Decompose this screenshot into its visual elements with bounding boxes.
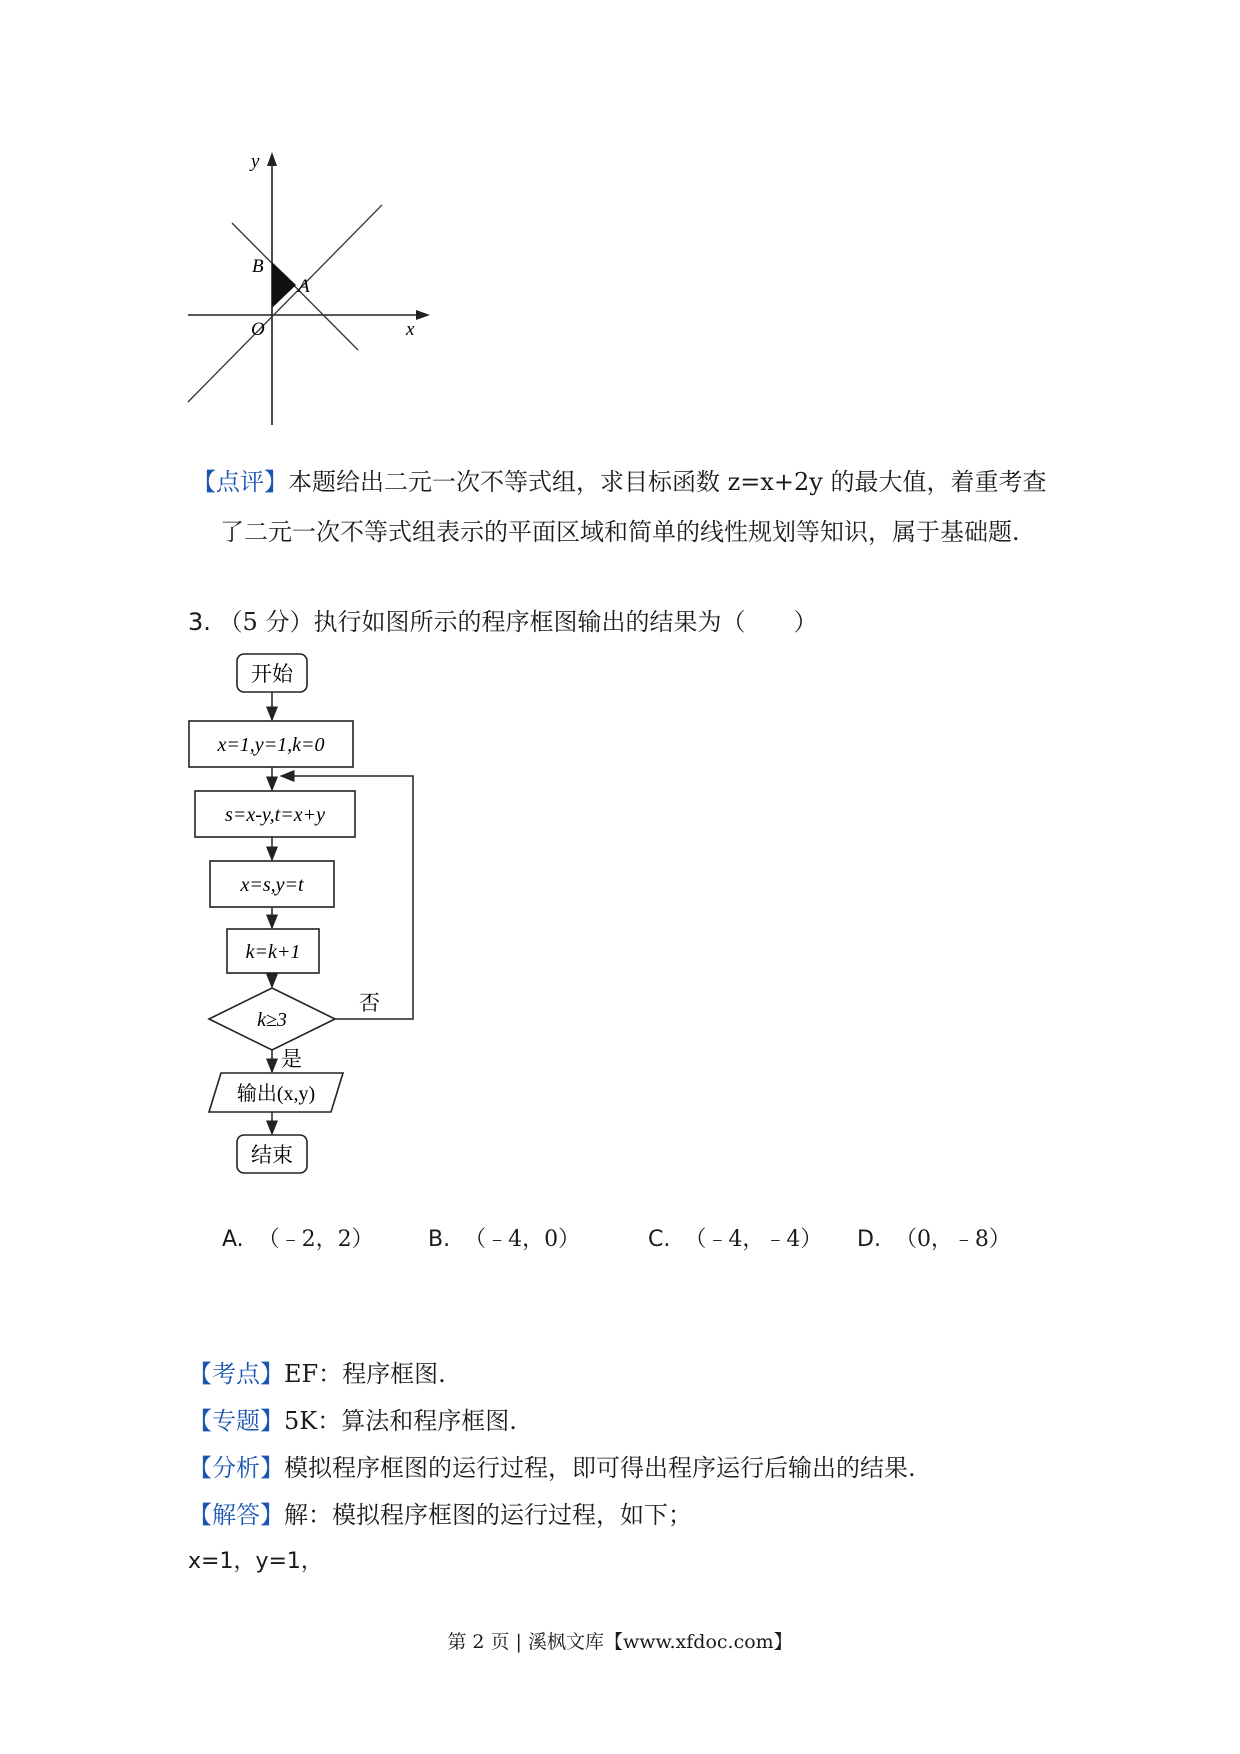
- question-score: （5 分）: [218, 608, 314, 636]
- y-axis-arrow-icon: [267, 152, 277, 166]
- origin-label: O: [251, 319, 265, 340]
- step2-label: x=s,y=t: [240, 874, 304, 896]
- jieda-text: 解：模拟程序框图的运行过程，如下；: [284, 1501, 692, 1529]
- option-a-letter: A.: [222, 1227, 244, 1252]
- option-c-text: （﹣4，﹣4）: [684, 1227, 823, 1252]
- option-a: [222, 1222, 374, 1253]
- comment-tag: 【点评】: [192, 468, 288, 496]
- option-c: [648, 1222, 822, 1253]
- option-c-letter: C.: [648, 1227, 671, 1252]
- yes-label: 是: [281, 1047, 302, 1071]
- fenxi-line: [188, 1451, 916, 1485]
- zhuanti-line: [188, 1404, 517, 1438]
- question-line: [188, 605, 817, 639]
- question-text: 执行如图所示的程序框图输出的结果为（ ）: [313, 608, 818, 636]
- jieda-line: [188, 1498, 692, 1532]
- question-number: 3.: [188, 608, 211, 636]
- kaodian-text: EF：程序框图.: [284, 1360, 446, 1388]
- option-a-text: （﹣2，2）: [257, 1227, 374, 1252]
- fenxi-text: 模拟程序框图的运行过程，即可得出程序运行后输出的结果.: [284, 1454, 916, 1482]
- start-label: 开始: [251, 662, 293, 686]
- x-axis-label: x: [406, 319, 415, 340]
- step1-label: s=x-y,t=x+y: [225, 804, 325, 826]
- condition-label: k≥3: [257, 1009, 287, 1031]
- option-b-letter: B.: [428, 1227, 451, 1252]
- zhuanti-tag: 【专题】: [188, 1407, 284, 1435]
- comment-text-1: 本题给出二元一次不等式组，求目标函数 z=x+2y 的最大值，着重考查: [288, 468, 1047, 496]
- feasible-region-graph: [180, 150, 440, 430]
- option-d: [857, 1222, 1011, 1253]
- feasible-region: [272, 262, 296, 308]
- init-label: x=1,y=1,k=0: [217, 734, 325, 756]
- flowchart: [185, 650, 445, 1190]
- zhuanti-text: 5K：算法和程序框图.: [284, 1407, 517, 1435]
- comment-line-2: 了二元一次不等式组表示的平面区域和简单的线性规划等知识，属于基础题.: [220, 518, 1020, 546]
- page-footer: 第 2 页 | 溪枫文库【www.xfdoc.com】: [447, 1631, 793, 1653]
- option-b: [428, 1222, 580, 1253]
- line-rising: [188, 205, 382, 402]
- option-d-text: （0，﹣8）: [894, 1227, 1011, 1252]
- xy-line: x=1，y=1，: [188, 1549, 323, 1574]
- no-label: 否: [359, 991, 380, 1015]
- point-a-label: A: [298, 276, 310, 297]
- point-b-label: B: [252, 256, 264, 277]
- x-axis-arrow-icon: [416, 310, 430, 320]
- output-label: 输出(x,y): [236, 1083, 316, 1105]
- y-axis-label: y: [251, 151, 260, 172]
- step3-label: k=k+1: [245, 941, 301, 963]
- option-d-letter: D.: [857, 1227, 881, 1252]
- kaodian-tag: 【考点】: [188, 1360, 284, 1388]
- option-b-text: （﹣4，0）: [464, 1227, 581, 1252]
- kaodian-line: [188, 1357, 446, 1391]
- comment-line-1: [192, 465, 1046, 499]
- end-label: 结束: [251, 1143, 293, 1167]
- jieda-tag: 【解答】: [188, 1501, 284, 1529]
- fenxi-tag: 【分析】: [188, 1454, 284, 1482]
